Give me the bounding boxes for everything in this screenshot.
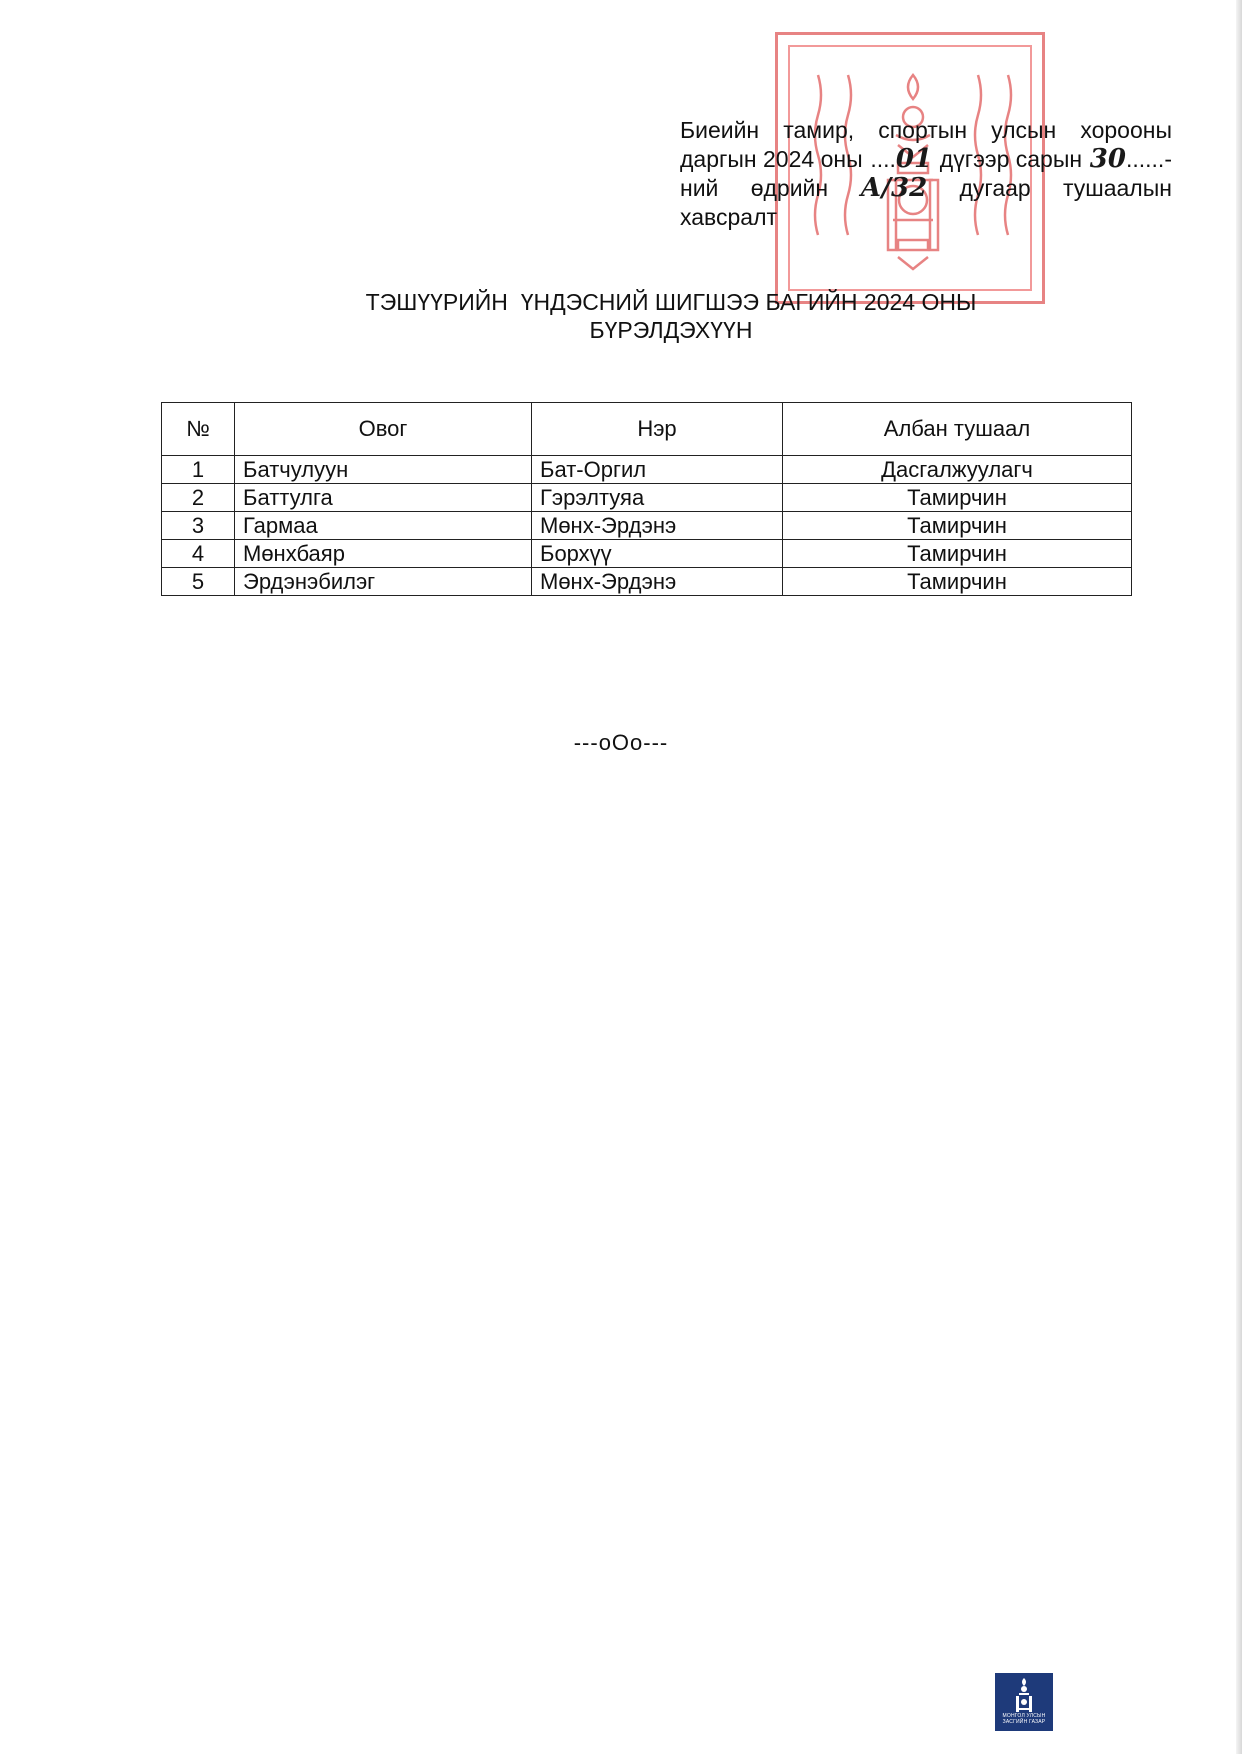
page-edge [1236, 0, 1242, 1754]
table-row [162, 512, 1132, 540]
table-row [162, 484, 1132, 512]
cell-name: Борхүү [532, 540, 783, 568]
annex-text: ний [680, 175, 719, 201]
cell-position: Тамирчин [783, 484, 1132, 512]
cell-surname: Мөнхбаяр [235, 540, 532, 568]
soyombo-icon [1012, 1677, 1036, 1713]
annex-line-1 [680, 116, 1172, 145]
annex-text: дугаар [959, 175, 1031, 201]
cell-number: 5 [162, 568, 235, 596]
annex-line-2 [680, 145, 1172, 174]
month-value: 01 [895, 144, 933, 174]
cell-surname: Батчулуун [235, 456, 532, 484]
annex-word: тамир, [783, 117, 855, 143]
annex-word: спортын [878, 117, 968, 143]
column-header-surname: Овог [235, 403, 532, 456]
cell-position: Дасгалжуулагч [783, 456, 1132, 484]
cell-position: Тамирчин [783, 512, 1132, 540]
column-header-position: Албан тушаал [783, 403, 1132, 456]
order-number-handwritten: А/32 [860, 173, 928, 203]
annex-text: дүгээр сарын [939, 146, 1083, 172]
annex-text: даргын 2024 оны [680, 146, 863, 172]
cell-number: 1 [162, 456, 235, 484]
table-row [162, 456, 1132, 484]
closing-mark: ---oOo--- [573, 730, 669, 755]
cell-number: 4 [162, 540, 235, 568]
annex-word: улсын [991, 117, 1057, 143]
cell-position: Тамирчин [783, 568, 1132, 596]
cell-surname: Гармаа [235, 512, 532, 540]
annex-line-3 [680, 174, 1172, 203]
annex-month-handwritten: ....01 [870, 144, 933, 174]
annex-line-4: хавсралт [680, 204, 778, 230]
cell-surname: Баттулга [235, 484, 532, 512]
cell-number: 3 [162, 512, 235, 540]
team-roster-table [161, 402, 1132, 596]
cell-name: Гэрэлтуяа [532, 484, 783, 512]
table-header-row [162, 403, 1132, 456]
cell-name: Мөнх-Эрдэнэ [532, 568, 783, 596]
cell-surname: Эрдэнэбилэг [235, 568, 532, 596]
cell-position: Тамирчин [783, 540, 1132, 568]
annex-word: Биеийн [680, 117, 760, 143]
annex-word: хорооны [1080, 117, 1172, 143]
annex-text: өдрийн [750, 175, 829, 201]
cell-number: 2 [162, 484, 235, 512]
annex-reference [680, 116, 1172, 232]
table-row [162, 568, 1132, 596]
annex-text: тушаалын [1062, 175, 1172, 201]
cell-name: Бат-Оргил [532, 456, 783, 484]
government-logo [995, 1673, 1053, 1731]
document-title [140, 288, 1202, 344]
column-header-name: Нэр [532, 403, 783, 456]
column-header-number: № [162, 403, 235, 456]
annex-day-handwritten: 30......- [1089, 144, 1172, 174]
day-value: 30 [1089, 144, 1126, 174]
title-line-1: ТЭШҮҮРИЙН ҮНДЭСНИЙ ШИГШЭЭ БАГИЙН 2024 ОНЫ [365, 289, 977, 315]
government-logo-text: МОНГОЛ УЛСЫН ЗАСГИЙН ГАЗАР [1002, 1713, 1046, 1725]
cell-name: Мөнх-Эрдэнэ [532, 512, 783, 540]
title-line-2: БҮРЭЛДЭХҮҮН [589, 317, 753, 343]
table-row [162, 540, 1132, 568]
